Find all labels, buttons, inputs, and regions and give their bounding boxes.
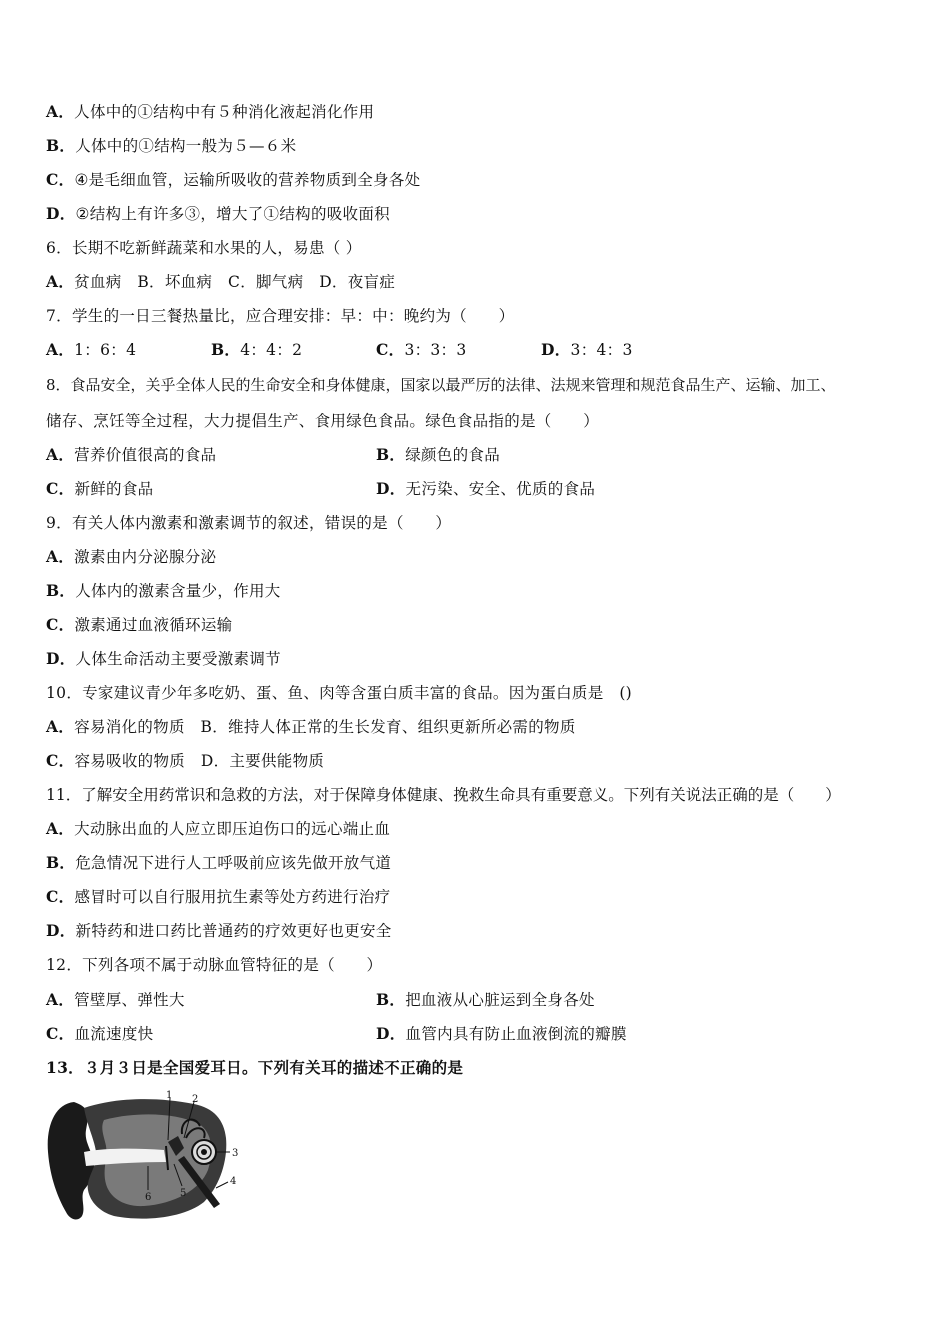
- q8-option-d: D．无污染、安全、优质的食品: [376, 479, 596, 498]
- q12-option-d: D．血管内具有防止血液倒流的瓣膜: [376, 1024, 627, 1043]
- q9-stem: 9．有关人体内激素和激素调节的叙述，错误的是（ ）: [46, 514, 452, 532]
- q5-option-c: C．④是毛细血管，运输所吸收的营养物质到全身各处: [46, 170, 421, 189]
- q9-option-b: B．人体内的激素含量少，作用大: [46, 581, 281, 600]
- q10-options-ab: A．容易消化的物质 B．维持人体正常的生长发育、组织更新所必需的物质: [46, 717, 576, 736]
- q8-stem-cont: 储存、烹饪等全过程，大力提倡生产、食用绿色食品。绿色食品指的是（ ）: [46, 412, 600, 430]
- ear-label-3: 3: [232, 1148, 239, 1159]
- q8-option-c: C．新鲜的食品: [46, 479, 154, 498]
- ear-label-4: 4: [230, 1176, 237, 1187]
- q7-option-b: B．4：4：2: [211, 340, 303, 359]
- ear-label-1: 1: [166, 1090, 173, 1101]
- q7-option-c: C．3：3：3: [376, 340, 467, 359]
- ear-label-5: 5: [180, 1188, 187, 1199]
- q9-option-c: C．激素通过血液循环运输: [46, 615, 233, 634]
- q12-option-c: C．血流速度快: [46, 1024, 154, 1043]
- q5-option-a: A．人体中的①结构中有５种消化液起消化作用: [46, 102, 375, 121]
- q5-option-b: B．人体中的①结构一般为５—６米: [46, 136, 297, 155]
- q11-option-b: B．危急情况下进行人工呼吸前应该先做开放气道: [46, 853, 392, 872]
- q8-option-a: A．营养价值很高的食品: [46, 445, 217, 464]
- q10-stem: 10．专家建议青少年多吃奶、蛋、鱼、肉等含蛋白质丰富的食品。因为蛋白质是 (): [46, 684, 633, 702]
- q6-options: A．贫血病 B．坏血病 C．脚气病 D．夜盲症: [46, 272, 396, 291]
- q6-stem: 6．长期不吃新鲜蔬菜和水果的人，易患（ ）: [46, 239, 362, 257]
- ear-diagram: [44, 1090, 244, 1225]
- q11-option-a: A．大动脉出血的人应立即压迫伤口的远心端止血: [46, 819, 391, 838]
- q8-stem: 8．食品安全，关乎全体人民的生命安全和身体健康，国家以最严厉的法律、法规来管理和规范食品生产、运输、加工、: [46, 376, 836, 394]
- q11-option-c: C．感冒时可以自行服用抗生素等处方药进行治疗: [46, 887, 391, 906]
- q12-option-b: B．把血液从心脏运到全身各处: [376, 990, 595, 1009]
- q13-stem: 13．３月３日是全国爱耳日。下列有关耳的描述不正确的是: [46, 1058, 464, 1077]
- q7-stem: 7．学生的一日三餐热量比，应合理安排：早：中：晚约为（ ）: [46, 307, 515, 325]
- q9-option-d: D．人体生命活动主要受激素调节: [46, 649, 281, 668]
- q5-option-d: D．②结构上有许多③，增大了①结构的吸收面积: [46, 204, 390, 223]
- ear-label-6: 6: [145, 1192, 152, 1203]
- q11-option-d: D．新特药和进口药比普通药的疗效更好也更安全: [46, 921, 392, 940]
- q11-stem: 11．了解安全用药常识和急救的方法，对于保障身体健康、挽救生命具有重要意义。下列有关说法正确的是（ ）: [46, 786, 841, 804]
- q9-option-a: A．激素由内分泌腺分泌: [46, 547, 217, 566]
- ear-label-2: 2: [192, 1094, 199, 1105]
- q7-option-a: A．1：6：4: [46, 340, 137, 359]
- q10-options-cd: C．容易吸收的物质 D．主要供能物质: [46, 751, 325, 770]
- q8-option-b: B．绿颜色的食品: [376, 445, 501, 464]
- q12-option-a: A．管壁厚、弹性大: [46, 990, 185, 1009]
- q7-option-d: D．3：4：3: [541, 340, 633, 359]
- q12-stem: 12．下列各项不属于动脉血管特征的是（ ）: [46, 956, 383, 974]
